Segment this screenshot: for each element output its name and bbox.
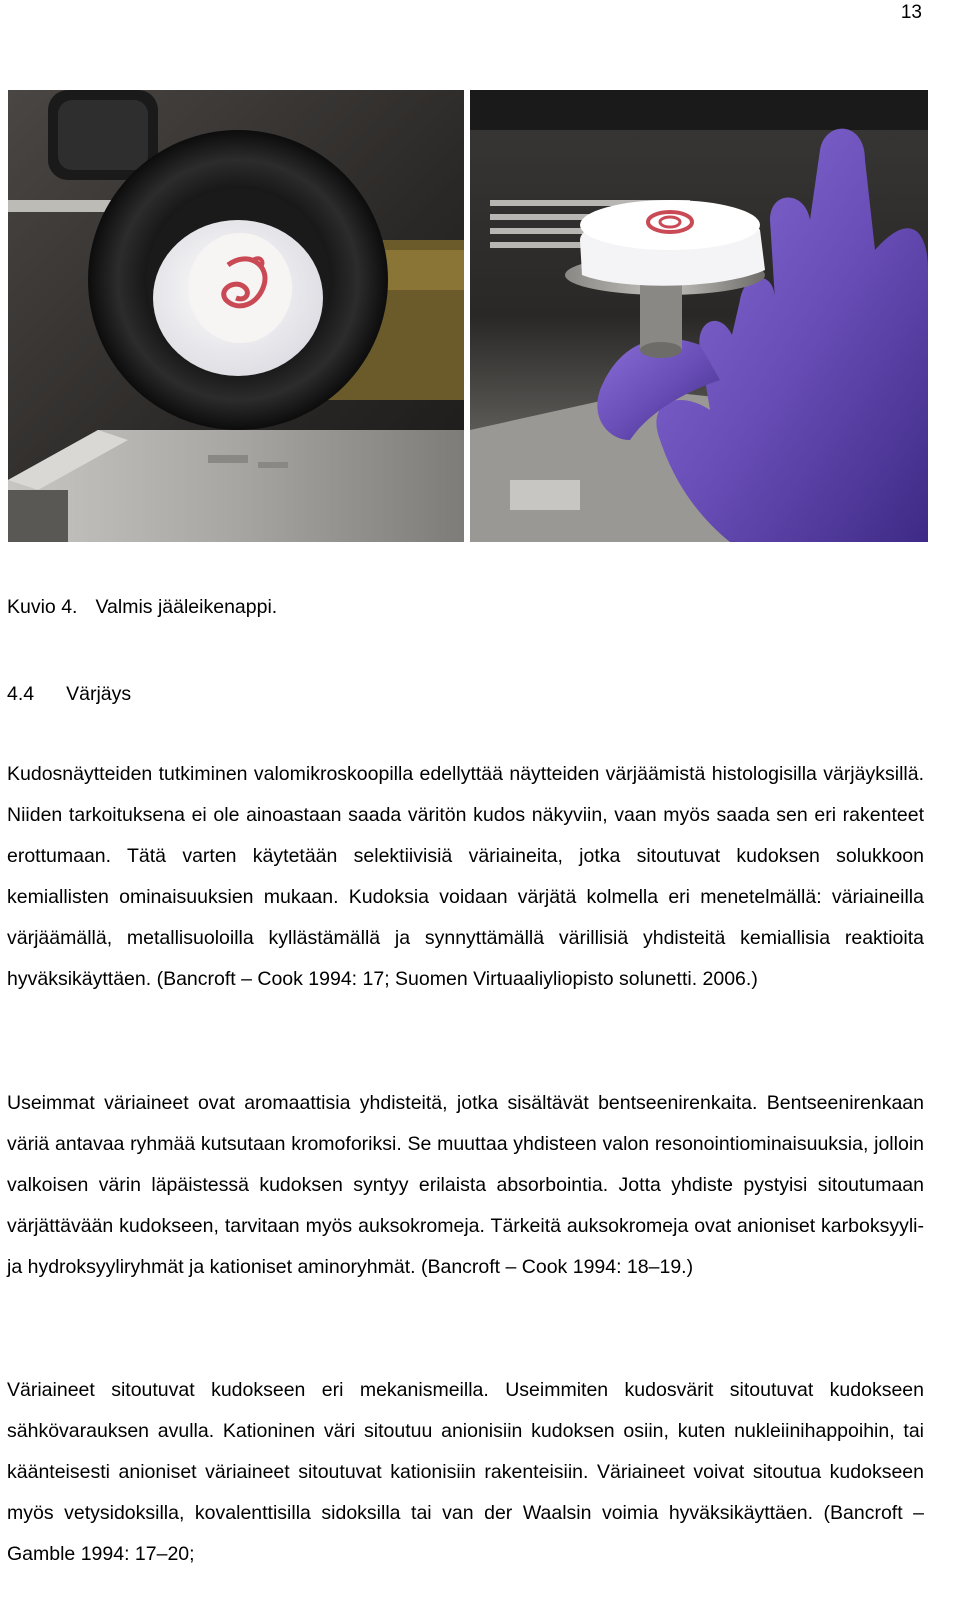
page-number: 13 [900,2,922,23]
paragraph-2: Useimmat väriaineet ovat aromaattisia yhdisteitä, jotka sisältävät bentseenirenkaita. Bentseenirenkaan väriä antavaa ryhmää kutsutaan kromoforiksi. Se muuttaa yhdisteen valon resonointiominaisuuksia, jolloin valkoisen värin läpäistessä kudoksen syntyy erilaista absorbointia. Jotta yhdiste pystyisi sitoutumaan värjättävään kudokseen, tarvitaan myös auksokromeja. Tärkeitä auksokromeja ovat anioniset karboksyyli- ja hydroksyyliryhmät ja kationiset aminoryhmät. (Bancroft – Cook 1994: 18–19.) [7,1092,924,1278]
caption-number: Kuvio 4. [7,596,78,618]
section-number: 4.4 [7,683,35,705]
section-heading [7,683,131,706]
cryostat-specimen-holder-photo [8,90,464,542]
caption-text: Valmis jääleikenappi. [95,596,278,618]
gloved-hand-holding-specimen-button-photo [470,90,928,542]
paragraph-1: Kudosnäytteiden tutkiminen valomikroskoopilla edellyttää näytteiden värjäämistä histologisilla värjäyksillä. Niiden tarkoituksena ei ole ainoastaan saada väritön kudos näkyviin, vaan myös saada sen eri rakenteet erottumaan. Tätä varten käytetään selektiivisiä väriaineita, jotka sitoutuvat kudoksen solukkoon kemiallisten ominaisuuksien mukaan. Kudoksia voidaan värjätä kolmella eri menetelmällä: väriaineilla värjäämällä, metallisuoloilla kyllästämällä ja synnyttämällä värillisiä yhdisteitä kemiallisia reaktioita hyväksikäyttäen. (Bancroft – Cook 1994: 17; Suomen Virtuaaliyliopisto solunetti. 2006.) [7,763,924,990]
paragraph-3: Väriaineet sitoutuvat kudokseen eri mekanismeilla. Useimmiten kudosvärit sitoutuvat kudokseen sähkövarauksen avulla. Kationinen väri sitoutuu anionisiin kudoksen osiin, kuten nukleiinihappoihin, tai käänteisesti anioniset väriaineet sitoutuvat kationisiin rakenteisiin. Väriaineet voivat sitoutua kudokseen myös vetysidoksilla, kovalenttisilla sidoksilla tai van der Waalsin voimia hyväksikäyttäen. (Bancroft – Gamble 1994: 17–20; [7,1379,924,1565]
figure-caption [7,596,277,619]
section-title: Värjäys [66,683,132,705]
figure [8,90,948,542]
